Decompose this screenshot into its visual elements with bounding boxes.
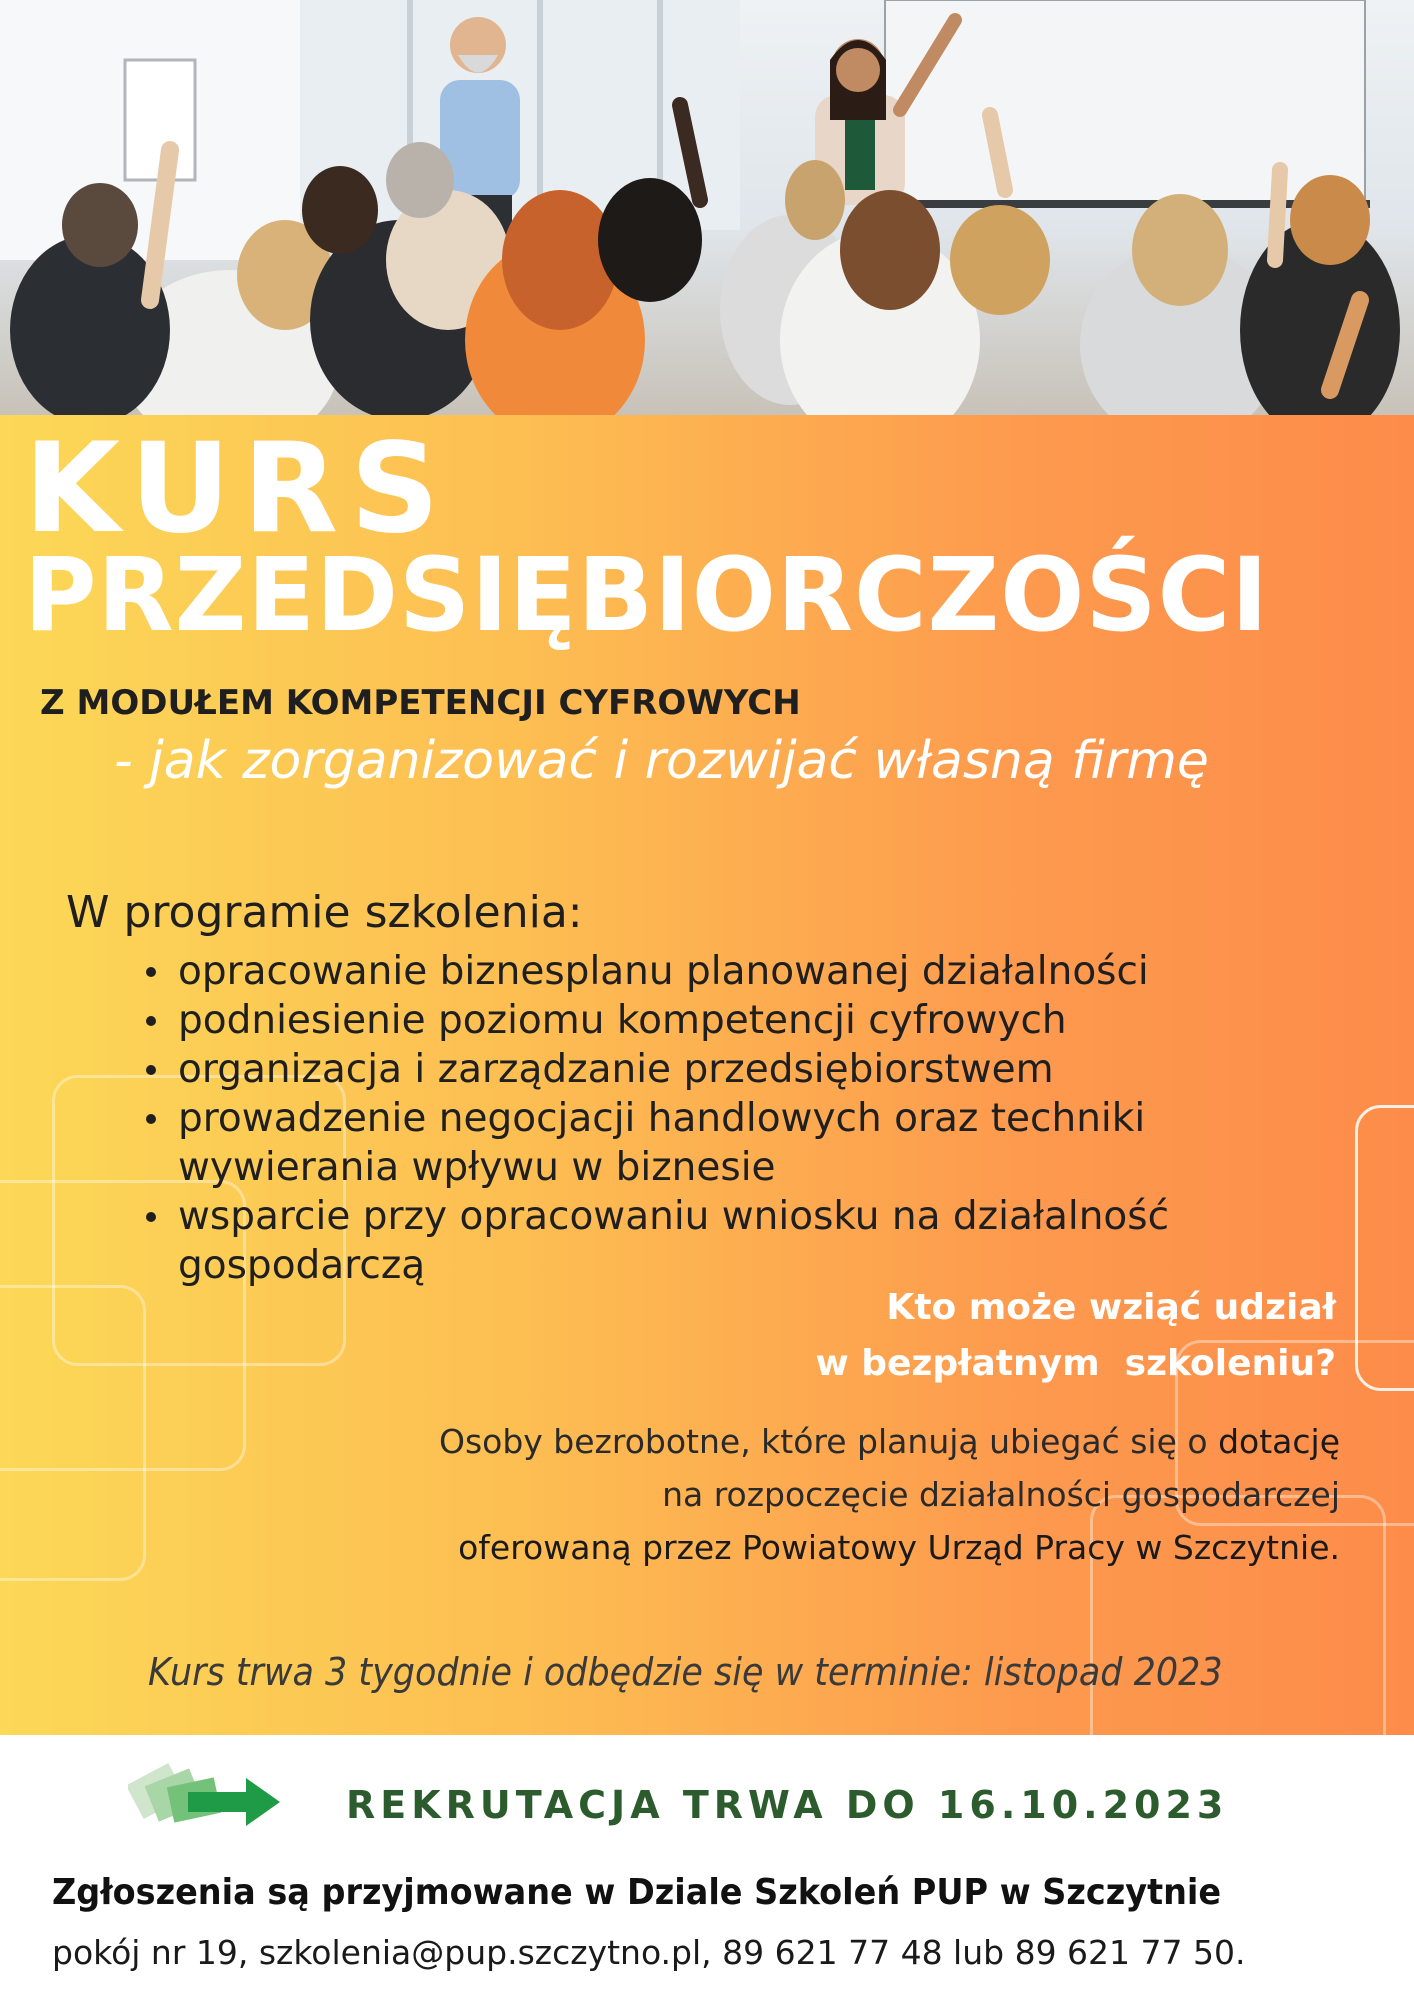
- course-duration: Kurs trwa 3 tygodnie i odbędzie się w terminie: listopad 2023: [148, 1650, 1223, 1694]
- title-kurs: KURS: [24, 417, 452, 561]
- program-item: wsparcie przy opracowaniu wniosku na działalność gospodarczą: [178, 1192, 1258, 1290]
- eligibility-line3: oferowaną przez Powiatowy Urząd Pracy w Szczytnie.: [458, 1528, 1340, 1567]
- program-item: opracowanie biznesplanu planowanej działalności: [178, 947, 1308, 996]
- content-panel: [0, 415, 1414, 1735]
- eligibility-line1: Osoby bezrobotne, które planują ubiegać się o: [438, 1422, 1219, 1461]
- title-przedsiebiorczosci: PRZEDSIĘBIORCZOŚCI: [24, 536, 1269, 655]
- program-item: prowadzenie negocjacji handlowych oraz techniki wywierania wpływu w biznesie: [178, 1094, 1188, 1192]
- eligibility-highlight: dotację: [1218, 1422, 1340, 1461]
- program-list: [178, 947, 1308, 1290]
- contact-info: pokój nr 19, szkolenia@pup.szczytno.pl, 89 621 77 48 lub 89 621 77 50.: [52, 1933, 1246, 1972]
- eligibility-question: [815, 1280, 1336, 1392]
- tagline: - jak zorganizować i rozwijać własną firmę: [114, 731, 1209, 791]
- classroom-illustration: [0, 0, 1414, 415]
- recruitment-deadline: REKRUTACJA TRWA DO 16.10.2023: [346, 1783, 1229, 1827]
- footer: [0, 1735, 1414, 2000]
- applications-info: Zgłoszenia są przyjmowane w Dziale Szkoleń PUP w Szczytnie: [52, 1872, 1222, 1913]
- program-heading: W programie szkolenia:: [66, 887, 583, 938]
- decor-frame: [0, 1285, 146, 1581]
- program-item: podniesienie poziomu kompetencji cyfrowych: [178, 996, 1308, 1045]
- eligibility-text: [439, 1415, 1340, 1574]
- program-item: organizacja i zarządzanie przedsiębiorstwem: [178, 1045, 1308, 1094]
- eligibility-question-line2: w bezpłatnym szkoleniu?: [815, 1343, 1336, 1384]
- header-photo: [0, 0, 1414, 415]
- subtitle: Z MODUŁEM KOMPETENCJI CYFROWYCH: [40, 683, 801, 723]
- eligibility-question-line1: Kto może wziąć udział: [886, 1287, 1336, 1328]
- arrow-icon: [128, 1750, 288, 1840]
- eligibility-line2: na rozpoczęcie działalności gospodarczej: [662, 1475, 1340, 1514]
- decor-frame: [1355, 1105, 1414, 1391]
